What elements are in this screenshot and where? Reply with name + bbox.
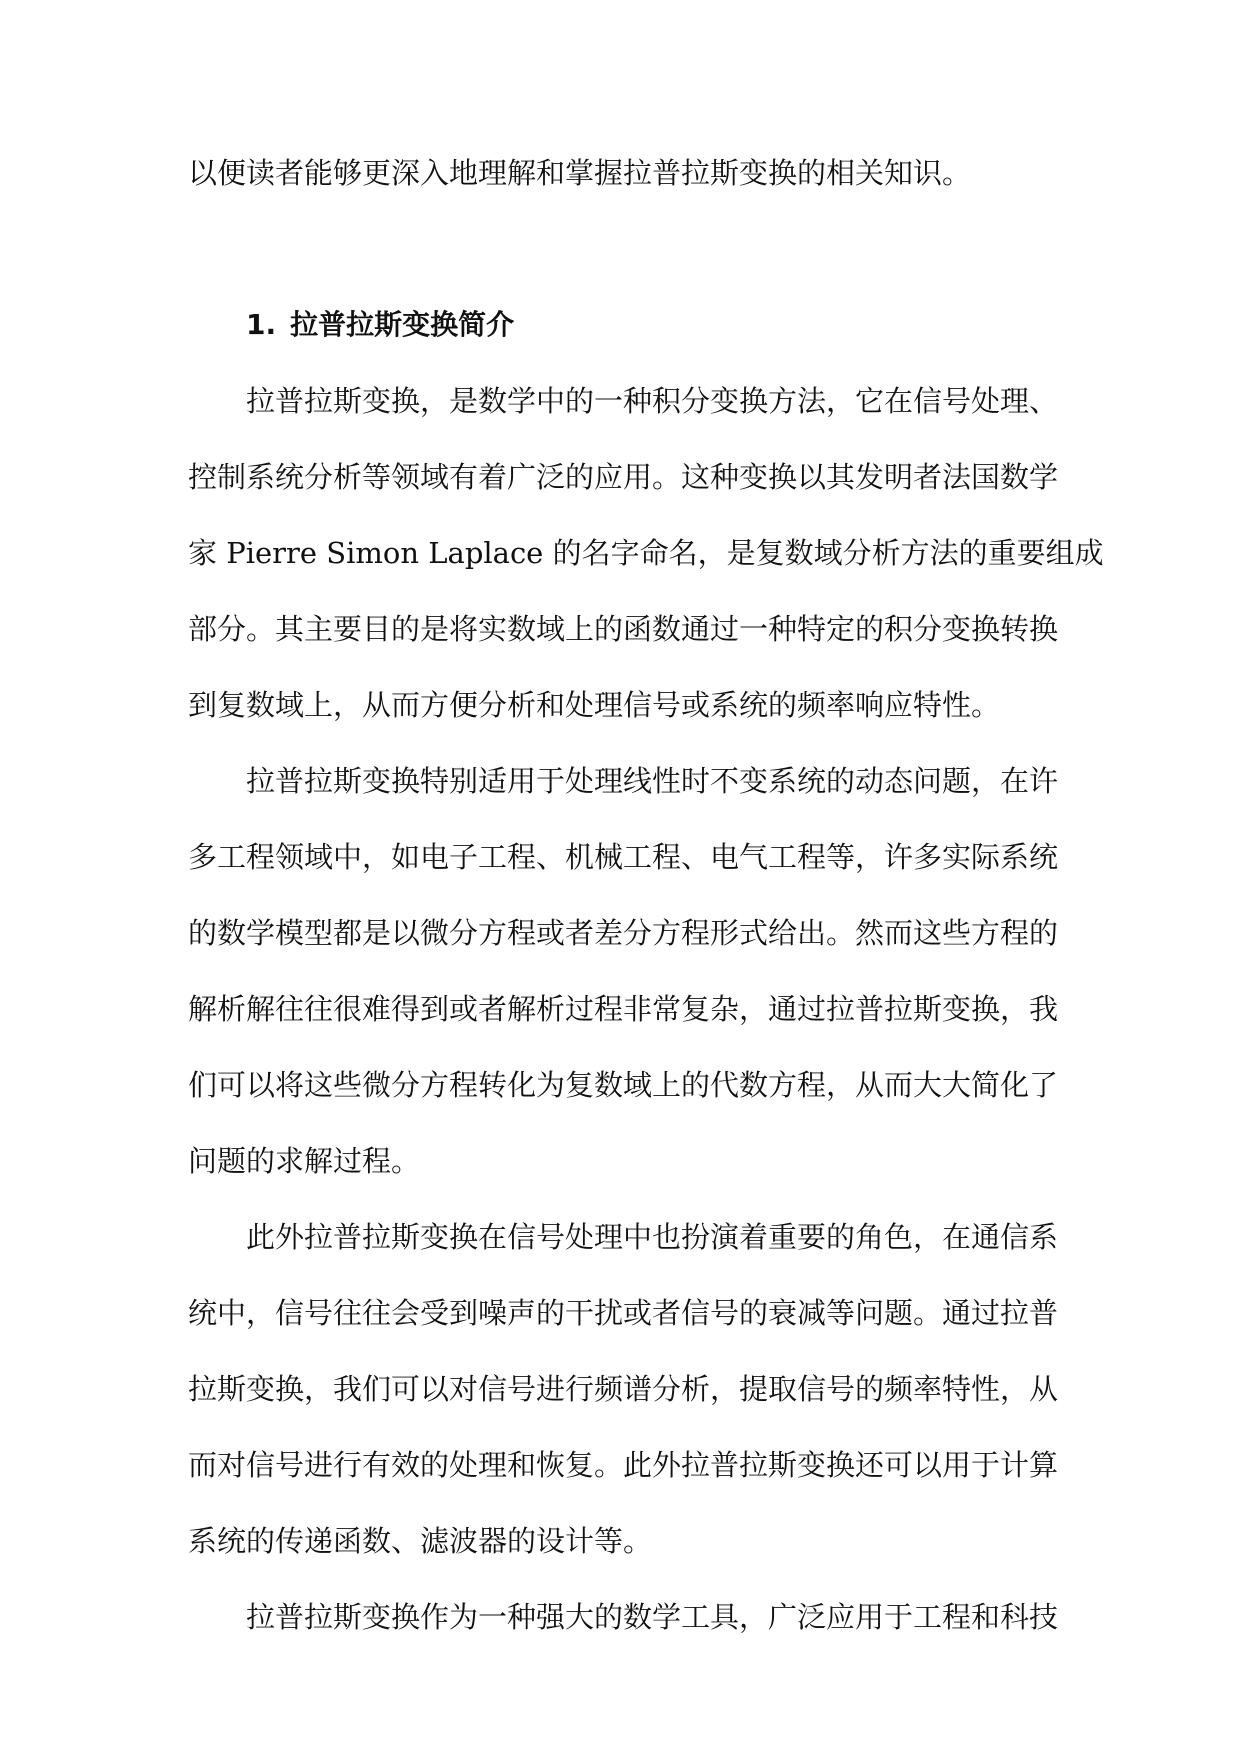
text-line: 控制系统分析等领域有着广泛的应用。这种变换以其发明者法国数学 <box>188 460 1059 494</box>
text-line: 拉斯变换，我们可以对信号进行频谱分析，提取信号的频率特性，从 <box>188 1372 1059 1406</box>
continuation-paragraph <box>188 143 1050 219</box>
page-content <box>188 143 1104 1663</box>
paragraph-3 <box>188 1207 1059 1587</box>
spacer <box>188 219 1050 295</box>
text-line: 多工程领域中，如电子工程、机械工程、电气工程等，许多实际系统 <box>188 840 1059 874</box>
text-line: 拉普拉斯变换，是数学中的一种积分变换方法，它在信号处理、 <box>246 384 1059 418</box>
text-line: 们可以将这些微分方程转化为复数域上的代数方程，从而大大简化了 <box>188 1068 1059 1102</box>
text-line: 系统的传递函数、滤波器的设计等。 <box>188 1524 653 1558</box>
text-line: 此外拉普拉斯变换在信号处理中也扮演着重要的角色，在通信系 <box>246 1220 1059 1254</box>
text-line: 以便读者能够更深入地理解和掌握拉普拉斯变换的相关知识。 <box>188 156 972 190</box>
text-line: 拉普拉斯变换特别适用于处理线性时不变系统的动态问题，在许 <box>246 764 1059 798</box>
text-line: 问题的求解过程。 <box>188 1144 421 1178</box>
section-number: 1. <box>246 308 277 341</box>
text-line: 统中，信号往往会受到噪声的干扰或者信号的衰减等问题。通过拉普 <box>188 1296 1059 1330</box>
text-line: 拉普拉斯变换作为一种强大的数学工具，广泛应用于工程和科技 <box>246 1600 1059 1634</box>
text-line: 的数学模型都是以微分方程或者差分方程形式给出。然而这些方程的 <box>188 916 1059 950</box>
text-line: 而对信号进行有效的处理和恢复。此外拉普拉斯变换还可以用于计算 <box>188 1448 1059 1482</box>
text-line: 部分。其主要目的是将实数域上的函数通过一种特定的积分变换转换 <box>188 612 1059 646</box>
paragraph-2 <box>188 751 1059 1207</box>
paragraph-4 <box>188 1587 1059 1663</box>
text-line: 解析解往往很难得到或者解析过程非常复杂，通过拉普拉斯变换，我 <box>188 992 1059 1026</box>
section-title: 拉普拉斯变换简介 <box>290 308 515 341</box>
section-heading <box>188 295 1050 371</box>
text-line: 家 Pierre Simon Laplace 的名字命名，是复数域分析方法的重要组成 <box>188 536 1104 570</box>
text-line: 到复数域上，从而方便分析和处理信号或系统的频率响应特性。 <box>188 688 1001 722</box>
paragraph-1 <box>188 371 1104 751</box>
